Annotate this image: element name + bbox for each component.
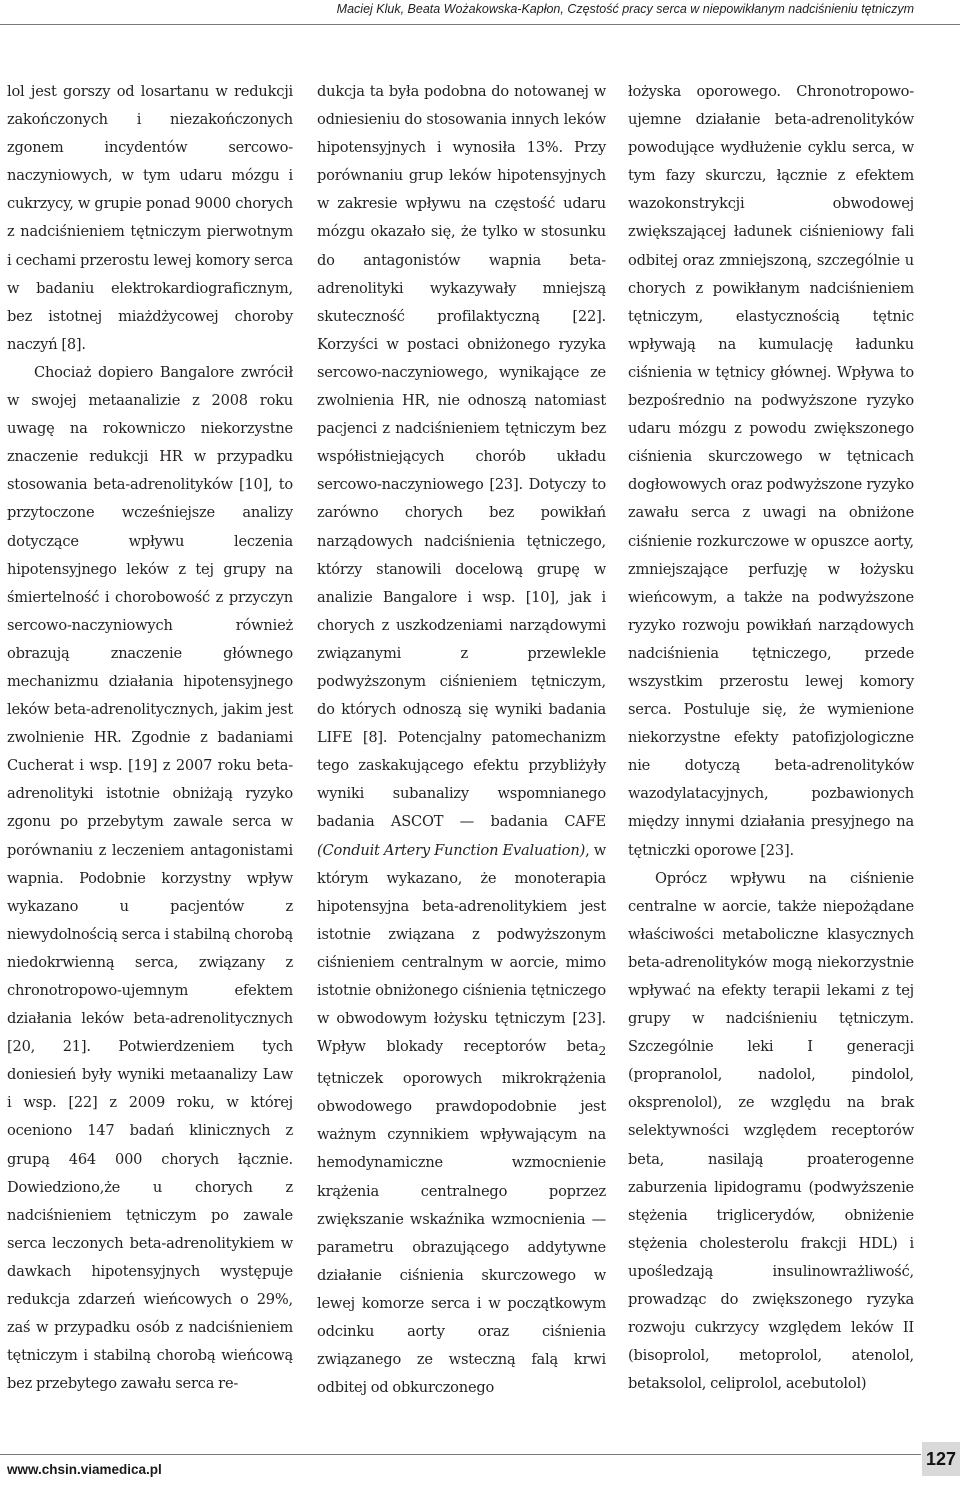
text-column-1 <box>7 78 293 1398</box>
text-column-3 <box>628 78 914 1398</box>
paragraph: lol jest gorszy od losartanu w redukcji zakończonych i niezakończonych zgonem incydentów sercowo-naczyniowych, w tym udaru mózgu i cukrzycy, w grupie ponad 9000 chorych z nadciśnieniem tętniczym pierwotnym i cechami przerostu lewej komory serca w badaniu elektrokardiograficznym, bez istotnej miażdżycowej choroby naczyń [8]. <box>7 83 293 353</box>
paragraph-text: dukcja ta była podobna do notowanej w odniesieniu do stosowania innych leków hipotensyjnych i wynosiła 13%. Przy porównaniu grup leków hipotensyjnych w zakresie wpływu na częstość udaru mózgu okazało się, że tylko w stosunku do antagonistów wapnia beta-adrenolityki wykazywały mniejszą skuteczność profilaktyczną [22]. Korzyści w postaci obniżonego ryzyka sercowo-naczyniowego, wynikające ze zwolnienia HR, nie odnoszą natomiast pacjenci z nadciśnieniem tętniczym bez współistniejących chorób układu sercowo-naczyniowego [23]. Dotyczy to zarówno chorych bez powikłań narządowych nadciśnienia tętniczego, którzy stanowili docelową grupę w analizie Bangalore i wsp. [10], jak i chorych z uszkodzeniami narządowymi związanymi z przewlekle podwyższonym ciśnieniem tętniczym, do których odnoszą się wyniki badania LIFE [8]. Potencjalny patomechanizm tego zaskakującego efektu przybliżyły wyniki subanalizy wspomnianego badania ASCOT — badania CAFE <box>317 83 606 831</box>
paragraph-text: tętniczek oporowych mikrokrążenia obwodowego prawdopodobnie jest ważnym czynnikiem wpływającym na hemodynamiczne wzmocnienie krążenia centralnego poprzez zwiększanie wskaźnika wzmocnienia — parametru obrazującego addytywne działanie ciśnienia skurczowego w lewej komorze serca i w początkowym odcinku aorty oraz ciśnienia związanego ze wsteczną falą krwi odbitej od obkurczonego <box>317 1070 606 1397</box>
study-title-italic: (Conduit Artery Function Evaluation) <box>317 841 586 859</box>
page-number: 127 <box>922 1442 960 1476</box>
footer-divider <box>0 1454 921 1455</box>
paragraph: Oprócz wpływu na ciśnienie centralne w aorcie, także niepożądane właściwości metaboliczne klasycznych beta-adrenolityków mogą niekorzystnie wpływać na efekty terapii lekami z tej grupy w nadciśnieniu tętniczym. Szczególnie leki I generacji (propranolol, nadolol, pindolol, oksprenolol), ze względu na brak selektywności względem receptorów beta, nasilają proaterogenne zaburzenia lipidogramu (podwyższenie stężenia triglicerydów, obniżenie stężenia cholesterolu frakcji HDL) i upośledzają insulinowrażliwość, prowadząc do zwiększonego ryzyka rozwoju cukrzycy względem leków II (bisoprolol, metoprolol, atenolol, betaksolol, celiprolol, acebutolol) <box>628 869 914 1393</box>
journal-url-link[interactable]: www.chsin.viamedica.pl <box>7 1462 162 1477</box>
paragraph: łożyska oporowego. Chronotropowo-ujemne działanie beta-adrenolityków powodujące wydłużenie cyklu serca, w tym fazy skurczu, łącznie z efektem wazokonstrykcji obwodowej zwiększającej ładunek ciśnieniowy fali odbitej oraz zmniejszoną, szczególnie u chorych z powikłanym nadciśnieniem tętniczym, elastycznością tętnic wpływają na kumulację ładunku ciśnienia w tętnicy głównej. Wpływa to bezpośrednio na podwyższone ryzyko udaru mózgu z powodu zwiększonego ciśnienia skurczowego w tętnicach dogłowowych oraz podwyższone ryzyko zawału serca z uwagi na obniżone ciśnienie rozkurczowe w opuszce aorty, zmniejszające perfuzję w łożysku wieńcowym, a także na podwyższone ryzyko rozwoju powikłań narządowych nadciśnienia tętniczego, przede wszystkim przerostu lewej komory serca. Postuluje się, że wymienione niekorzystne efekty patofizjologiczne nie dotyczą beta-adrenolityków wazodylatacyjnych, pozbawionych między innymi działania presyjnego na tętniczki oporowe [23]. <box>628 83 914 859</box>
paragraph-text: , w którym wykazano, że monoterapia hipotensyjna beta-adrenolitykiem jest istotnie związana z podwyższonym ciśnieniem centralnym w aorcie, mimo istotnie obniżonego ciśnienia tętniczego w obwodowym łożysku tętniczym [23]. Wpływ blokady receptorów beta <box>317 841 606 1056</box>
running-head-text: Maciej Kluk, Beata Wożakowska-Kapłon, Częstość pracy serca w niepowikłanym nadciśnieniu tętniczym <box>336 2 914 16</box>
paragraph <box>317 78 606 1402</box>
paragraph: Chociaż dopiero Bangalore zwrócił w swojej metaanalizie z 2008 roku uwagę na rokowniczo niekorzystne znaczenie redukcji HR w przypadku stosowania beta-adrenolityków [10], to przytoczone wcześniejsze analizy dotyczące wpływu leczenia hipotensyjnego leków z tej grupy na śmiertelność i chorobowość z przyczyn sercowo-naczyniowych również obrazują znaczenie głównego mechanizmu działania hipotensyjnego leków beta-adrenolitycznych, jakim jest zwolnienie HR. Zgodnie z badaniami Cucherat i wsp. [19] z 2007 roku beta-adrenolityki istotnie obniżają ryzyko zgonu po przebytym zawale serca w porównaniu z leczeniem antagonistami wapnia. Podobnie korzystny wpływ wykazano u pacjentów z niewydolnością serca i stabilną chorobą niedokrwienną serca, związany z chronotropowo-ujemnym efektem działania leków beta-adrenolitycznych [20, 21]. Potwierdzeniem tych doniesień były wyniki metaanalizy Law i wsp. [22] z 2009 roku, w której oceniono 147 badań klinicznych z grupą 464 000 chorych łącznie. Dowiedziono,że u chorych z nadciśnieniem tętniczym po zawale serca leczonych beta-adrenolitykiem w dawkach hipotensyjnych występuje redukcja zdarzeń wieńcowych o 29%, zaś w przypadku osób z nadciśnieniem tętniczym i stabilną chorobą wieńcową bez przebytego zawału serca re- <box>7 363 293 1393</box>
subscript: 2 <box>598 1044 606 1059</box>
text-column-2 <box>317 78 606 1402</box>
running-header <box>0 0 960 25</box>
